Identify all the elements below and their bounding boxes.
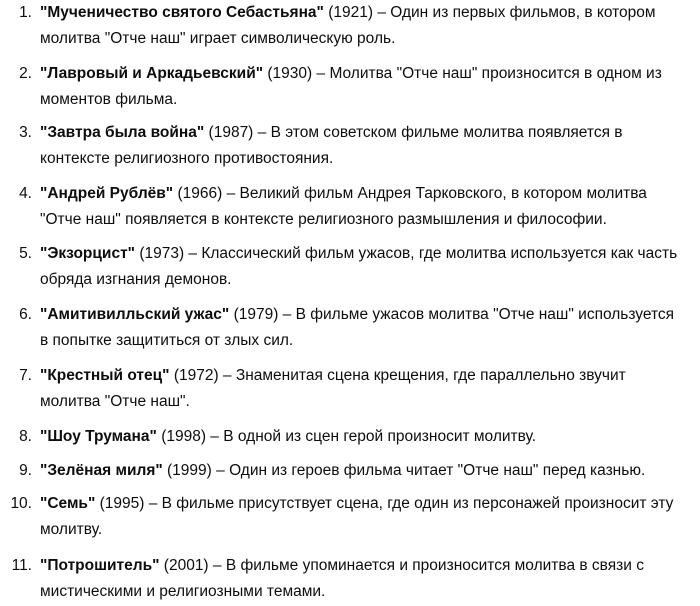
list-number: 3.: [19, 124, 32, 141]
movie-title: "Амитивилльский ужас": [40, 306, 230, 323]
movie-description: (1921) – Один из первых фильмов, в котором молитва "Отче наш" играет символическую роль.: [40, 4, 656, 47]
list-number: 7.: [19, 367, 32, 384]
list-number: 11.: [11, 557, 32, 574]
movie-title: "Андрей Рублёв": [40, 185, 174, 202]
list-item-text: [40, 120, 680, 172]
list-item-text: [40, 241, 680, 293]
list-item-text: [40, 0, 680, 52]
movie-title: "Мученичество святого Себастьяна": [40, 4, 324, 21]
movie-title: "Завтра была война": [40, 124, 205, 141]
movie-description: (2001) – В фильме упоминается и произносится молитва в связи с мистическими и религиозными темами.: [40, 557, 644, 600]
list-item-text: [40, 363, 680, 415]
list-number: 6.: [19, 306, 32, 323]
list-number: 10.: [10, 495, 32, 512]
list-item-text: [40, 553, 680, 605]
movie-description: (1999) – Один из героев фильма читает "Отче наш" перед казнью.: [162, 462, 646, 479]
movie-title: "Крестный отец": [40, 367, 170, 384]
movie-title: "Семь": [40, 495, 96, 512]
movie-title: "Потрошитель": [40, 557, 160, 574]
movie-title: "Шоу Трумана": [40, 428, 157, 445]
movie-description: (1930) – Молитва "Отче наш" произносится в одном из моментов фильма.: [40, 65, 662, 108]
list-number: 5.: [19, 245, 32, 262]
list-number: 9.: [19, 462, 32, 479]
movie-title: "Экзорцист": [40, 245, 136, 262]
movie-title: "Лавровый и Аркадьевский": [40, 65, 264, 82]
movie-title: "Зелёная миля": [40, 462, 163, 479]
movie-description: (1972) – Знаменитая сцена крещения, где параллельно звучит молитва "Отче наш".: [40, 367, 626, 410]
list-item-text: [40, 181, 680, 233]
movie-description: (1966) – Великий фильм Андрея Тарковского, в котором молитва "Отче наш" появляется в контексте религиозного размышления и философии.: [40, 185, 647, 228]
list-item-text: [40, 302, 680, 354]
list-item-text: [40, 424, 680, 450]
list-item-text: [40, 491, 680, 543]
movie-description: (1998) – В одной из сцен герой произносит молитву.: [156, 428, 537, 445]
movie-description: (1973) – Классический фильм ужасов, где молитва используется как часть обряда изгнания демонов.: [40, 245, 678, 288]
movie-description: (1987) – В этом советском фильме молитва появляется в контексте религиозного противостояния.: [40, 124, 623, 167]
list-number: 8.: [19, 428, 32, 445]
list-number: 2.: [19, 65, 32, 82]
list-item-text: [40, 458, 680, 484]
movie-description: (1995) – В фильме присутствует сцена, где один из персонажей произносит эту молитву.: [40, 495, 674, 538]
list-item-text: [40, 61, 680, 113]
list-number: 1.: [19, 4, 32, 21]
movie-description: (1979) – В фильме ужасов молитва "Отче наш" используется в попытке защититься от злых сил.: [40, 306, 675, 349]
list-number: 4.: [19, 185, 32, 202]
